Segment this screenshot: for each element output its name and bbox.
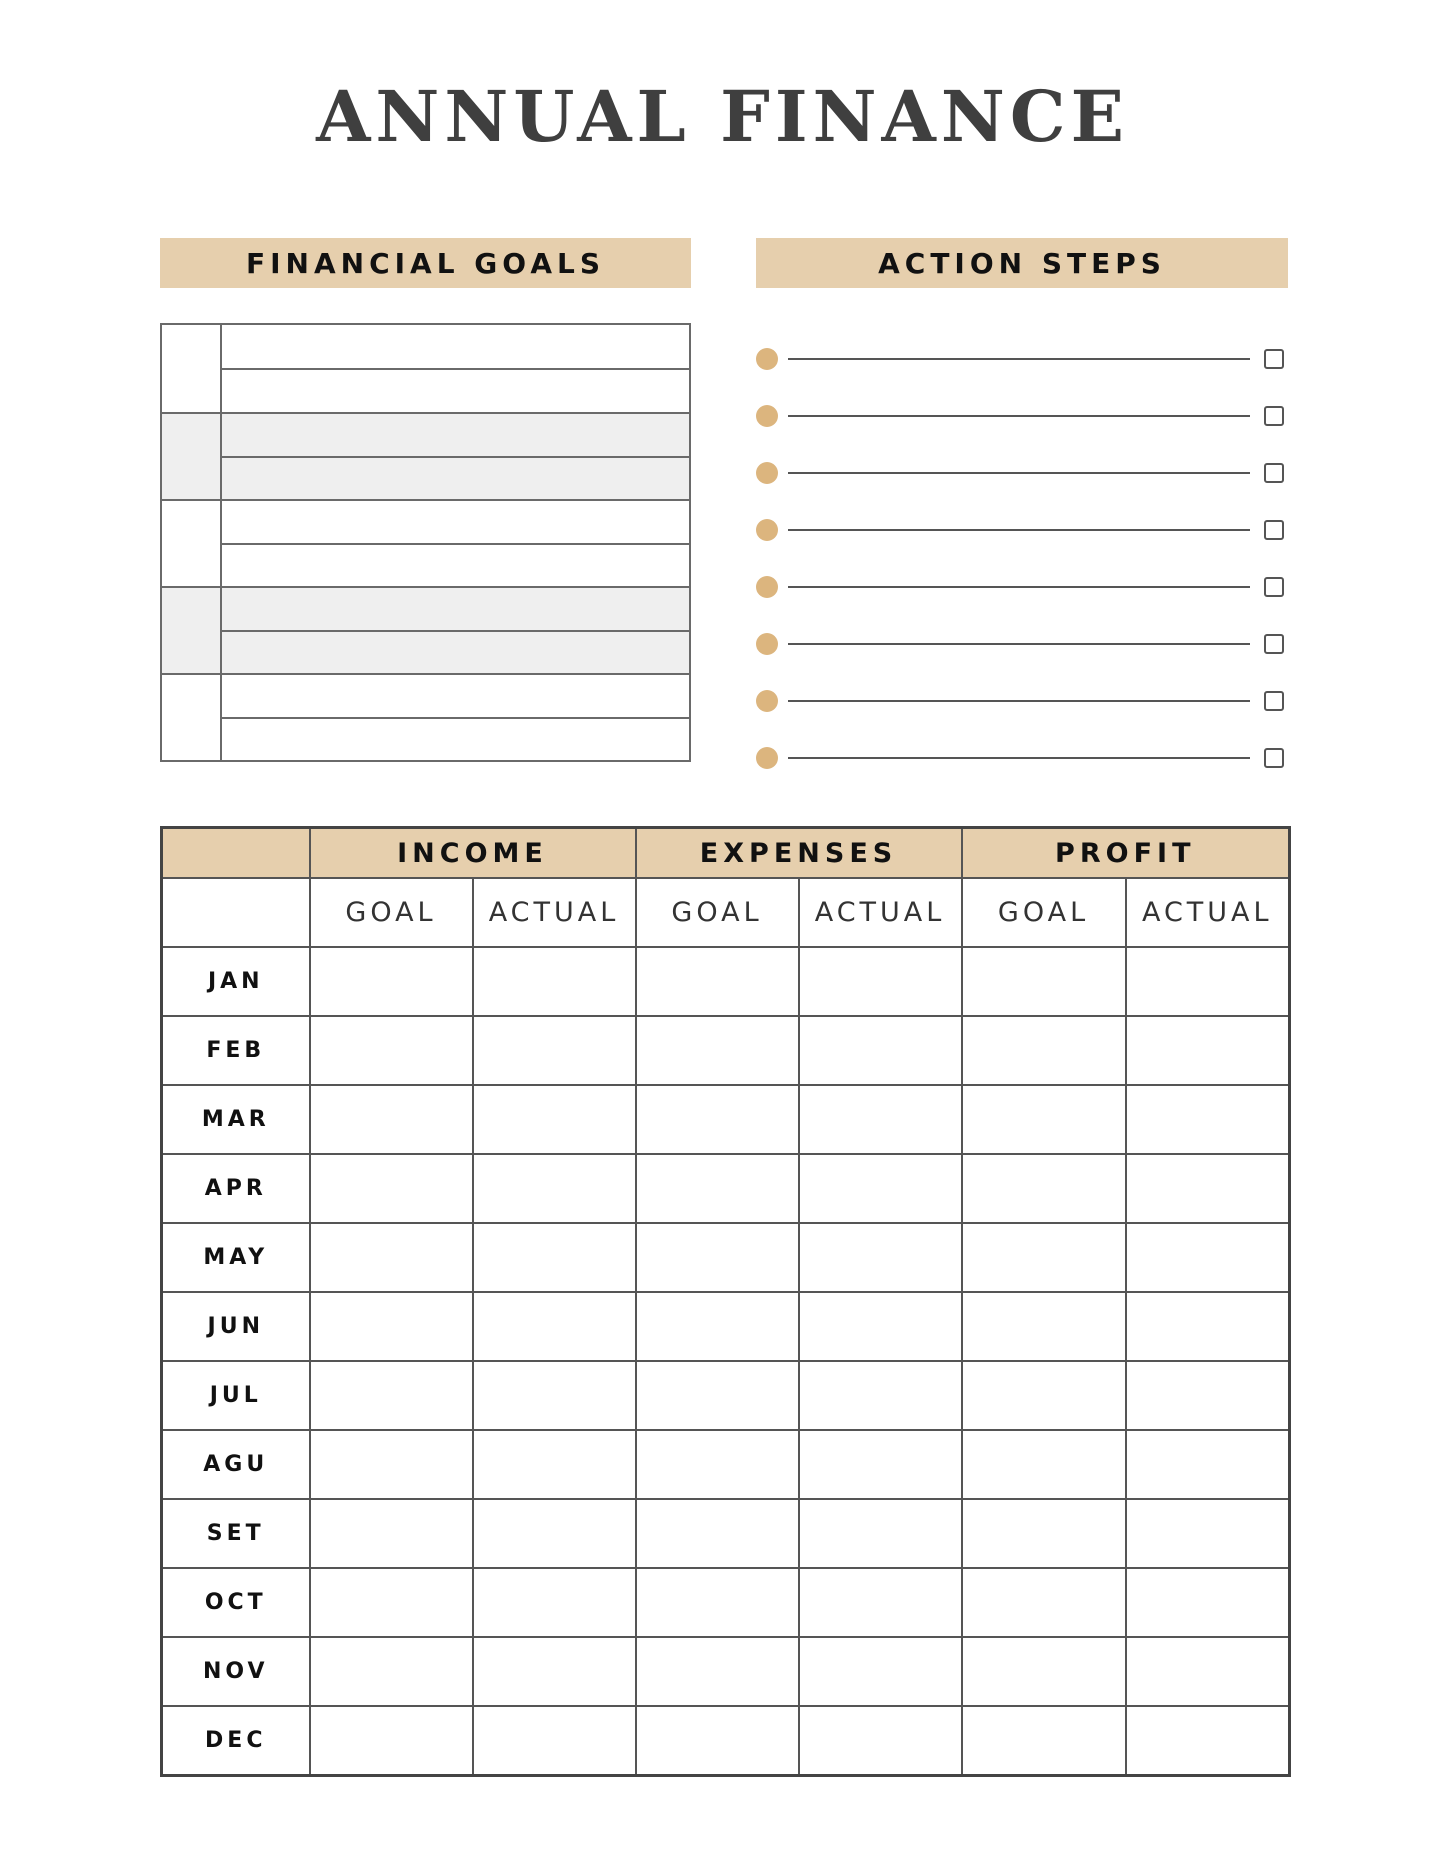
goal-line[interactable]: [222, 501, 689, 545]
entry-cell[interactable]: [636, 1499, 799, 1568]
subheader-actual: ACTUAL: [799, 878, 962, 947]
entry-cell[interactable]: [473, 1292, 636, 1361]
subheader-actual: ACTUAL: [473, 878, 636, 947]
dot-icon: [756, 747, 778, 769]
action-step: [756, 745, 1288, 771]
table-row: [162, 1154, 1290, 1223]
entry-cell[interactable]: [473, 1637, 636, 1706]
dot-icon: [756, 690, 778, 712]
goal-lines: [222, 675, 689, 760]
goal-lines: [222, 325, 689, 412]
month-label: MAY: [162, 1223, 310, 1292]
goal-lines: [222, 414, 689, 499]
action-step: [756, 688, 1288, 714]
blank-subheader-cell: [162, 878, 310, 947]
entry-cell[interactable]: [799, 1430, 962, 1499]
table-row: [162, 1499, 1290, 1568]
entry-cell[interactable]: [636, 1568, 799, 1637]
goal-line[interactable]: [222, 675, 689, 719]
action-step-line[interactable]: [788, 586, 1250, 588]
entry-cell[interactable]: [962, 1154, 1126, 1223]
table-row: [162, 1016, 1290, 1085]
group-header-row: [162, 828, 1290, 879]
dot-icon: [756, 576, 778, 598]
month-label: NOV: [162, 1637, 310, 1706]
entry-cell[interactable]: [799, 1706, 962, 1776]
entry-cell[interactable]: [799, 1292, 962, 1361]
month-label: MAR: [162, 1085, 310, 1154]
table-row: [162, 1361, 1290, 1430]
subheader-goal: GOAL: [310, 878, 473, 947]
checkbox-icon[interactable]: [1264, 748, 1284, 768]
entry-cell[interactable]: [473, 1430, 636, 1499]
goal-group: [162, 586, 689, 673]
table-row: [162, 1637, 1290, 1706]
goal-number-cell[interactable]: [162, 414, 222, 499]
entry-cell[interactable]: [799, 1361, 962, 1430]
entry-cell[interactable]: [962, 1223, 1126, 1292]
goal-group: [162, 325, 689, 412]
goal-number-cell[interactable]: [162, 675, 222, 760]
action-step-line[interactable]: [788, 700, 1250, 702]
table-row: [162, 1706, 1290, 1776]
entry-cell[interactable]: [473, 1154, 636, 1223]
entry-cell[interactable]: [962, 1016, 1126, 1085]
subheader-goal: GOAL: [962, 878, 1126, 947]
entry-cell[interactable]: [1126, 1706, 1290, 1776]
entry-cell[interactable]: [1126, 1430, 1290, 1499]
entry-cell[interactable]: [799, 1154, 962, 1223]
checkbox-icon[interactable]: [1264, 406, 1284, 426]
dot-icon: [756, 348, 778, 370]
action-step-line[interactable]: [788, 472, 1250, 474]
subheader-row: [162, 878, 1290, 947]
entry-cell[interactable]: [473, 1568, 636, 1637]
action-step-line[interactable]: [788, 415, 1250, 417]
entry-cell[interactable]: [799, 1637, 962, 1706]
group-header-income: INCOME: [310, 828, 636, 879]
month-label: FEB: [162, 1016, 310, 1085]
entry-cell[interactable]: [310, 1154, 473, 1223]
goal-group: [162, 412, 689, 499]
action-step: [756, 346, 1288, 372]
goal-lines: [222, 501, 689, 586]
goal-line[interactable]: [222, 325, 689, 370]
action-step: [756, 631, 1288, 657]
entry-cell[interactable]: [636, 1361, 799, 1430]
checkbox-icon[interactable]: [1264, 691, 1284, 711]
month-label: OCT: [162, 1568, 310, 1637]
page-title: ANNUAL FINANCE: [316, 75, 1129, 158]
goal-lines: [222, 588, 689, 673]
entry-cell[interactable]: [962, 1568, 1126, 1637]
checkbox-icon[interactable]: [1264, 520, 1284, 540]
entry-cell[interactable]: [962, 1292, 1126, 1361]
action-steps-header: ACTION STEPS: [756, 238, 1288, 288]
checkbox-icon[interactable]: [1264, 634, 1284, 654]
goal-number-cell[interactable]: [162, 501, 222, 586]
financial-goals-header: FINANCIAL GOALS: [160, 238, 691, 288]
entry-cell[interactable]: [636, 1292, 799, 1361]
goal-group: [162, 673, 689, 760]
entry-cell[interactable]: [636, 1016, 799, 1085]
dot-icon: [756, 633, 778, 655]
entry-cell[interactable]: [636, 1637, 799, 1706]
action-step-line[interactable]: [788, 757, 1250, 759]
table-row: [162, 947, 1290, 1016]
entry-cell[interactable]: [473, 1499, 636, 1568]
entry-cell[interactable]: [310, 1085, 473, 1154]
entry-cell[interactable]: [310, 1361, 473, 1430]
goal-line[interactable]: [222, 414, 689, 458]
entry-cell[interactable]: [1126, 1292, 1290, 1361]
financial-goals-grid: [160, 323, 691, 762]
entry-cell[interactable]: [799, 1016, 962, 1085]
table-row: [162, 1085, 1290, 1154]
entry-cell[interactable]: [1126, 1637, 1290, 1706]
entry-cell[interactable]: [310, 1016, 473, 1085]
entry-cell[interactable]: [636, 947, 799, 1016]
entry-cell[interactable]: [799, 947, 962, 1016]
entry-cell[interactable]: [310, 1637, 473, 1706]
action-step-line[interactable]: [788, 358, 1250, 360]
month-label: APR: [162, 1154, 310, 1223]
action-step: [756, 574, 1288, 600]
action-step: [756, 517, 1288, 543]
entry-cell[interactable]: [962, 1499, 1126, 1568]
entry-cell[interactable]: [962, 1637, 1126, 1706]
goal-line[interactable]: [222, 370, 689, 413]
dot-icon: [756, 519, 778, 541]
entry-cell[interactable]: [799, 1499, 962, 1568]
entry-cell[interactable]: [799, 1568, 962, 1637]
monthly-finance-table: [160, 826, 1291, 1777]
entry-cell[interactable]: [1126, 947, 1290, 1016]
goal-line[interactable]: [222, 719, 689, 761]
entry-cell[interactable]: [1126, 1223, 1290, 1292]
group-header-profit: PROFIT: [962, 828, 1290, 879]
entry-cell[interactable]: [636, 1430, 799, 1499]
entry-cell[interactable]: [1126, 1568, 1290, 1637]
action-step-line[interactable]: [788, 643, 1250, 645]
entry-cell[interactable]: [1126, 1499, 1290, 1568]
table-row: [162, 1223, 1290, 1292]
month-label: DEC: [162, 1706, 310, 1776]
entry-cell[interactable]: [1126, 1085, 1290, 1154]
month-label: JUN: [162, 1292, 310, 1361]
entry-cell[interactable]: [473, 1223, 636, 1292]
goal-group: [162, 499, 689, 586]
entry-cell[interactable]: [636, 1085, 799, 1154]
entry-cell[interactable]: [962, 1085, 1126, 1154]
entry-cell[interactable]: [473, 1706, 636, 1776]
action-step: [756, 460, 1288, 486]
checkbox-icon[interactable]: [1264, 349, 1284, 369]
entry-cell[interactable]: [1126, 1154, 1290, 1223]
entry-cell[interactable]: [799, 1223, 962, 1292]
goal-number-cell[interactable]: [162, 588, 222, 673]
action-step: [756, 403, 1288, 429]
month-label: JAN: [162, 947, 310, 1016]
subheader-actual: ACTUAL: [1126, 878, 1290, 947]
entry-cell[interactable]: [310, 1706, 473, 1776]
dot-icon: [756, 462, 778, 484]
month-label: AGU: [162, 1430, 310, 1499]
entry-cell[interactable]: [473, 1016, 636, 1085]
goal-line[interactable]: [222, 588, 689, 632]
entry-cell[interactable]: [310, 1292, 473, 1361]
checkbox-icon[interactable]: [1264, 577, 1284, 597]
entry-cell[interactable]: [473, 1361, 636, 1430]
table-row: [162, 1292, 1290, 1361]
entry-cell[interactable]: [310, 1223, 473, 1292]
action-step-line[interactable]: [788, 529, 1250, 531]
entry-cell[interactable]: [962, 1361, 1126, 1430]
goal-number-cell[interactable]: [162, 325, 222, 412]
corner-cell: [162, 828, 310, 879]
entry-cell[interactable]: [1126, 1361, 1290, 1430]
entry-cell[interactable]: [473, 1085, 636, 1154]
entry-cell[interactable]: [473, 947, 636, 1016]
goal-line[interactable]: [222, 458, 689, 500]
month-label: JUL: [162, 1361, 310, 1430]
subheader-goal: GOAL: [636, 878, 799, 947]
dot-icon: [756, 405, 778, 427]
table-row: [162, 1430, 1290, 1499]
entry-cell[interactable]: [636, 1154, 799, 1223]
entry-cell[interactable]: [962, 947, 1126, 1016]
group-header-expenses: EXPENSES: [636, 828, 962, 879]
entry-cell[interactable]: [310, 1430, 473, 1499]
entry-cell[interactable]: [310, 947, 473, 1016]
table-row: [162, 1568, 1290, 1637]
entry-cell[interactable]: [962, 1430, 1126, 1499]
goal-line[interactable]: [222, 632, 689, 674]
checkbox-icon[interactable]: [1264, 463, 1284, 483]
entry-cell[interactable]: [962, 1706, 1126, 1776]
entry-cell[interactable]: [636, 1706, 799, 1776]
entry-cell[interactable]: [310, 1568, 473, 1637]
entry-cell[interactable]: [1126, 1016, 1290, 1085]
entry-cell[interactable]: [310, 1499, 473, 1568]
month-label: SET: [162, 1499, 310, 1568]
entry-cell[interactable]: [636, 1223, 799, 1292]
goal-line[interactable]: [222, 545, 689, 587]
entry-cell[interactable]: [799, 1085, 962, 1154]
